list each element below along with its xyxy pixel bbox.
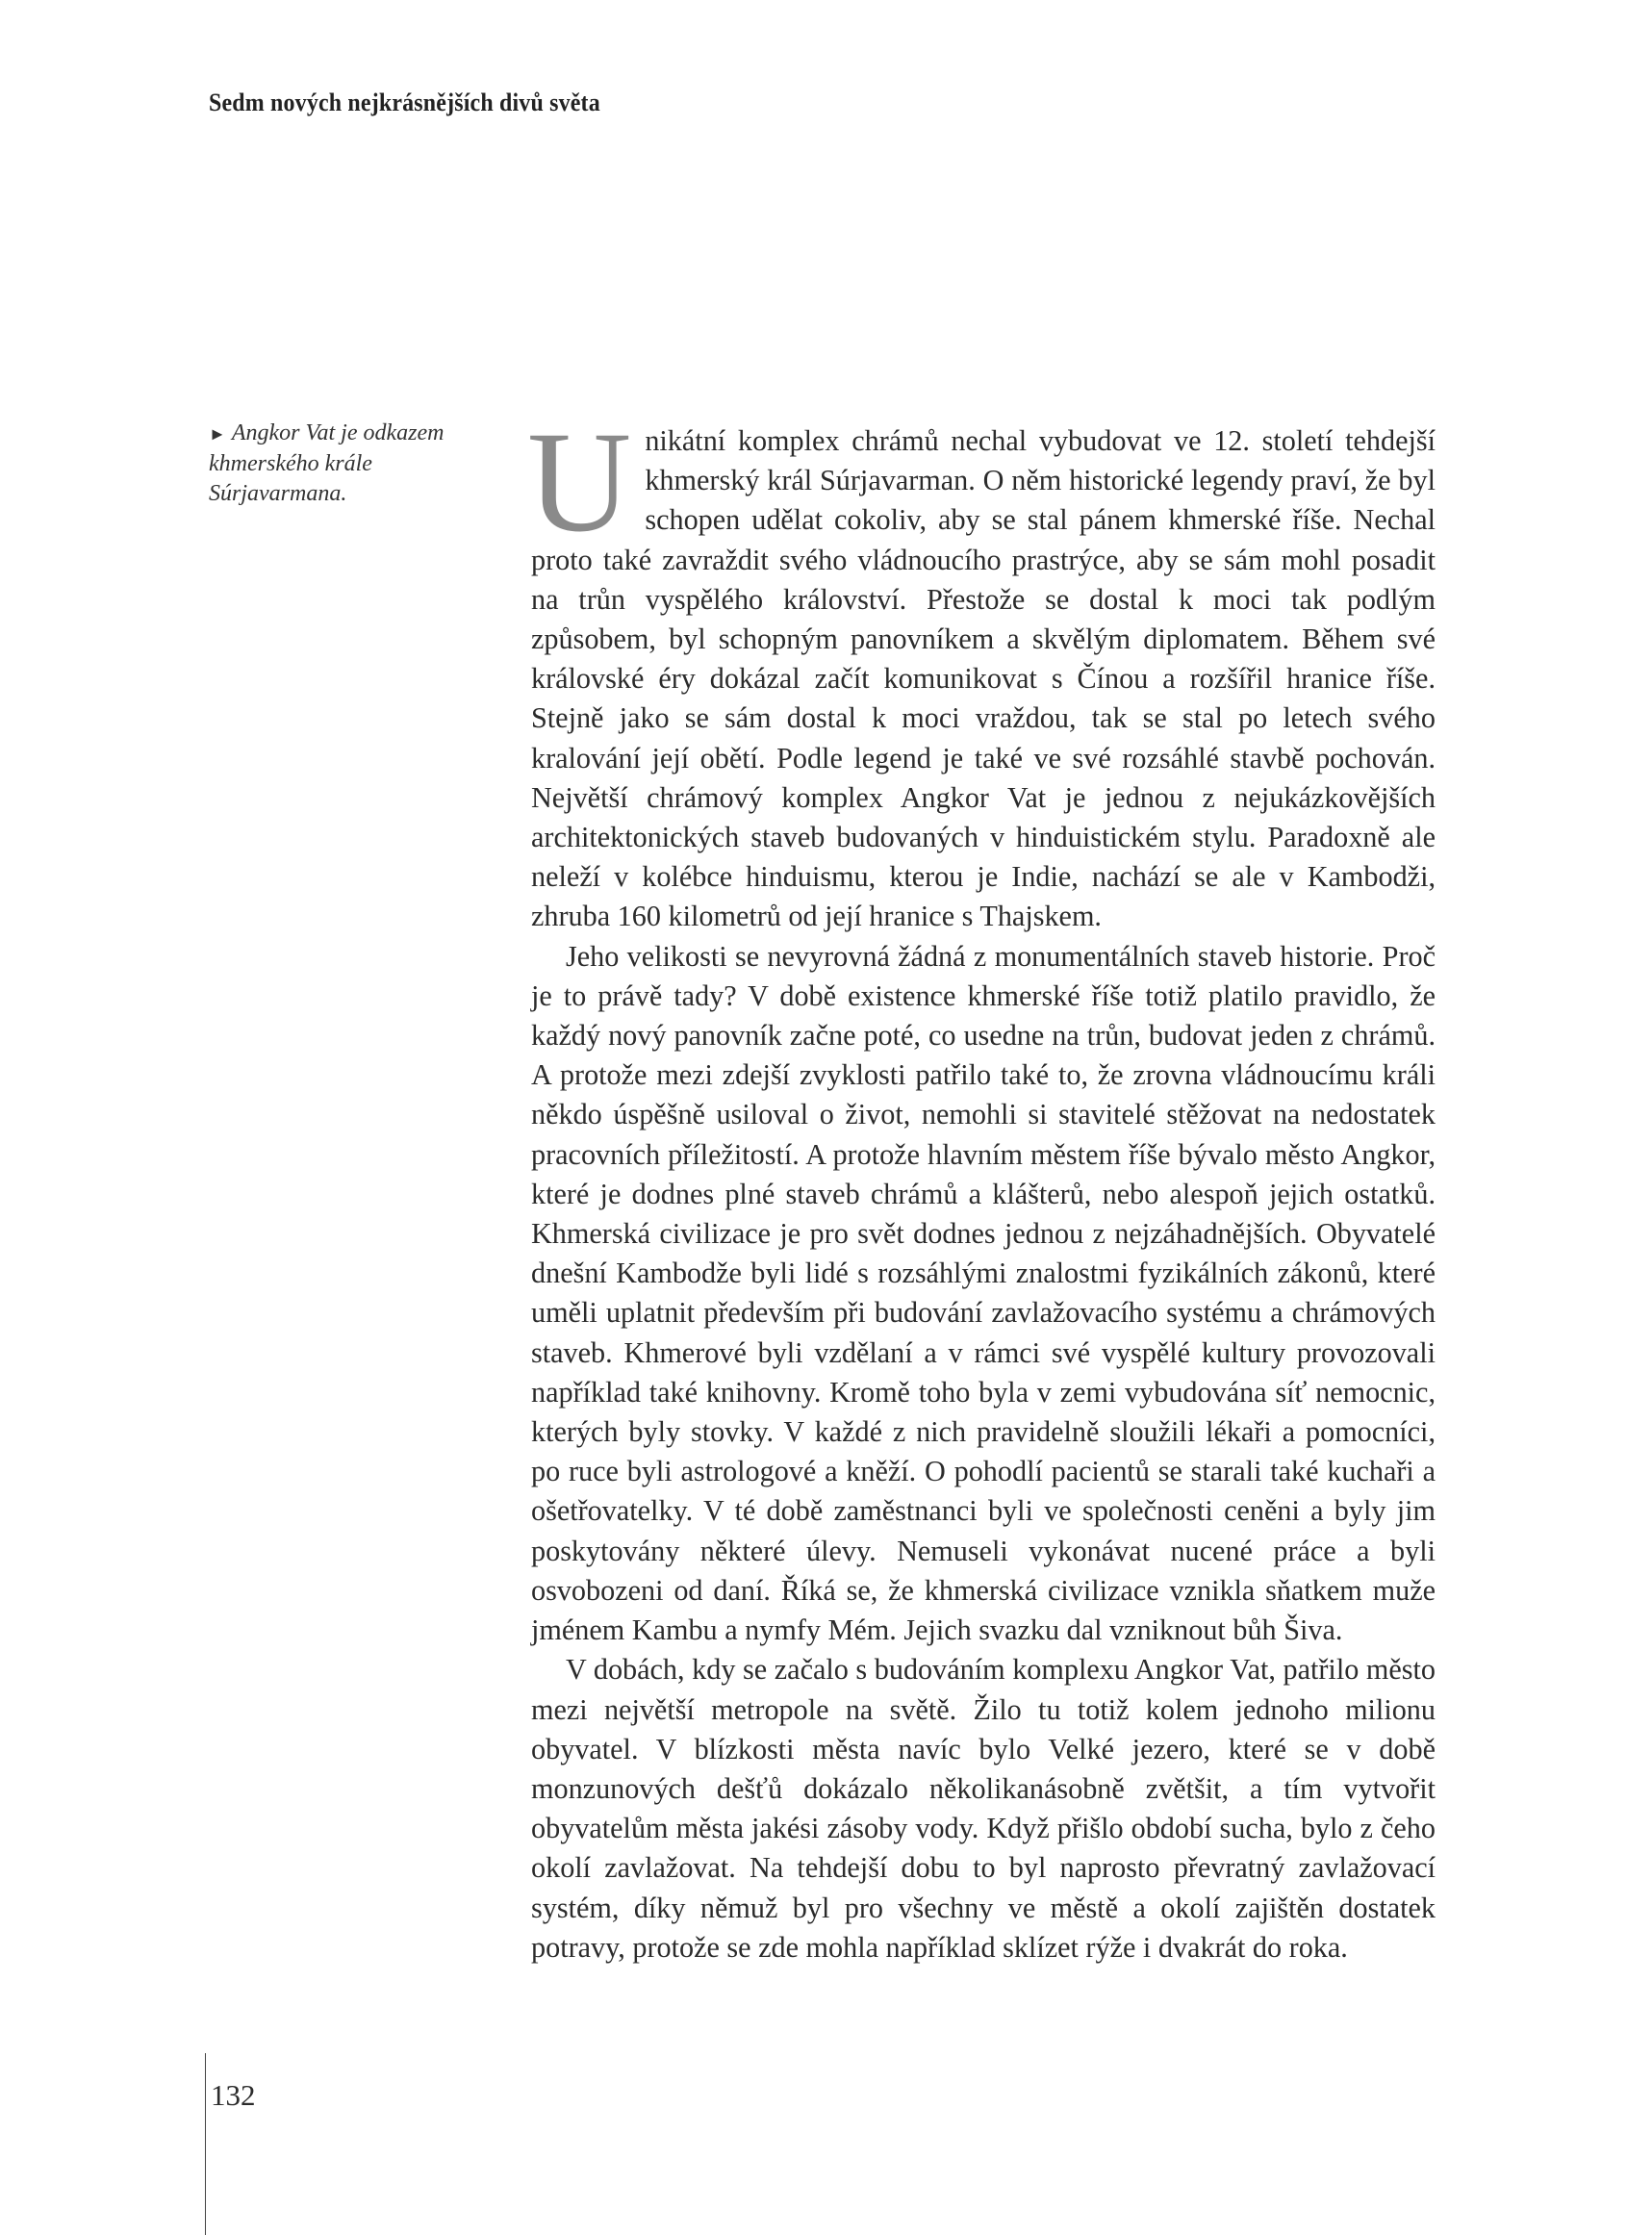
paragraph-1 xyxy=(527,402,1436,937)
running-title: Sedm nových nejkrásnějších divů světa xyxy=(209,89,600,116)
footer-rule xyxy=(205,2053,206,2235)
page-number: 132 xyxy=(211,2078,256,2112)
image-caption xyxy=(209,419,497,509)
article-body xyxy=(527,402,1436,1968)
caption-marker-icon: ► xyxy=(209,424,226,444)
paragraph-3: V dobách, kdy se začalo s budováním komplexu Angkor Vat, patřilo město mezi největší metropole na světě. Žilo tu totiž kolem jednoho milionu obyvatel. V blízkosti města navíc bylo Velké jezero, které se v době monzunových dešťů dokázalo několikanásobně zvětšit, a tím vytvořit obyvatelům města jakési zásoby vody. Když přišlo období sucha, bylo z čeho okolí zavlažovat. Na tehdejší dobu to byl naprosto převratný zavlažovací systém, díky němuž byl pro všechny ve městě a okolí zajištěn dostatek potravy, protože se zde mohla například sklízet rýže i dvakrát do roka. xyxy=(531,1653,1436,1964)
paragraph-1-text: nikátní komplex chrámů nechal vybudovat ve 12. století tehdejší khmerský král Súrjavarman. O něm historické legendy praví, že byl schopen udělat cokoliv, aby se stal pánem khmerské říše. Nechal proto také zavraždit svého vládnoucího prastrýce, aby se sám mohl posadit na trůn vyspělého království. Přestože se dostal k moci tak podlým způsobem, byl schopným panovníkem a skvělým diplomatem. Během své královské éry dokázal začít komunikovat s Čínou a rozšířil hranice říše. Stejně jako se sám dostal k moci vraždou, tak se stal po letech svého kralování její obětí. Podle legend je také ve své rozsáhlé stavbě pochován. Největší chrámový komplex Angkor Vat je jednou z nejukázkovějších architektonických staveb budovaných v hinduistickém stylu. Paradoxně ale neleží v kolébce hinduismu, kterou je Indie, nachází se ale v Kambodži, zhruba 160 kilometrů od její hranice s Thajskem. xyxy=(531,424,1436,933)
drop-cap: U xyxy=(527,402,632,562)
paragraph-2: Jeho velikosti se nevyrovná žádná z monumentálních staveb historie. Proč je to právě tady? V době existence khmerské říše totiž platilo pravidlo, že každý nový panovník začne poté, co usedne na trůn, budovat jeden z chrámů. A protože mezi zdejší zvyklosti patřilo také to, že zrovna vládnoucímu králi někdo úspěšně usiloval o život, nemohli si stavitelé stěžovat na nedostatek pracovních příležitostí. A protože hlavním městem říše bývalo město Angkor, které je dodnes plné staveb chrámů a klášterů, nebo alespoň jejich ostatků. Khmerská civilizace je pro svět dodnes jednou z nejzáhadnějších. Obyvatelé dnešní Kambodže byli lidé s rozsáhlými znalostmi fyzikálních zákonů, které uměli uplatnit především při budování zavlažovacího systému a chrámových staveb. Khmerové byli vzdělaní a v rámci své vyspělé kultury provozovali například také knihovny. Kromě toho byla v zemi vybudována síť nemocnic, kterých byly stovky. V každé z nich pravidelně sloužili lékaři a pomocníci, po ruce byli astrologové a kněží. O pohodlí pacientů se starali také kuchaři a ošetřovatelky. V té době zaměstnanci byli ve společnosti ceněni a byly jim poskytovány některé úlevy. Nemuseli vykonávat nucené práce a byli osvobozeni od daní. Říká se, že khmerská civilizace vznikla sňatkem muže jménem Kambu a nymfy Mém. Jejich svazku dal vzniknout bůh Šiva. xyxy=(531,939,1436,1647)
caption-text: Angkor Vat je odkazem khmerského krále Súrjavarmana. xyxy=(209,420,445,506)
